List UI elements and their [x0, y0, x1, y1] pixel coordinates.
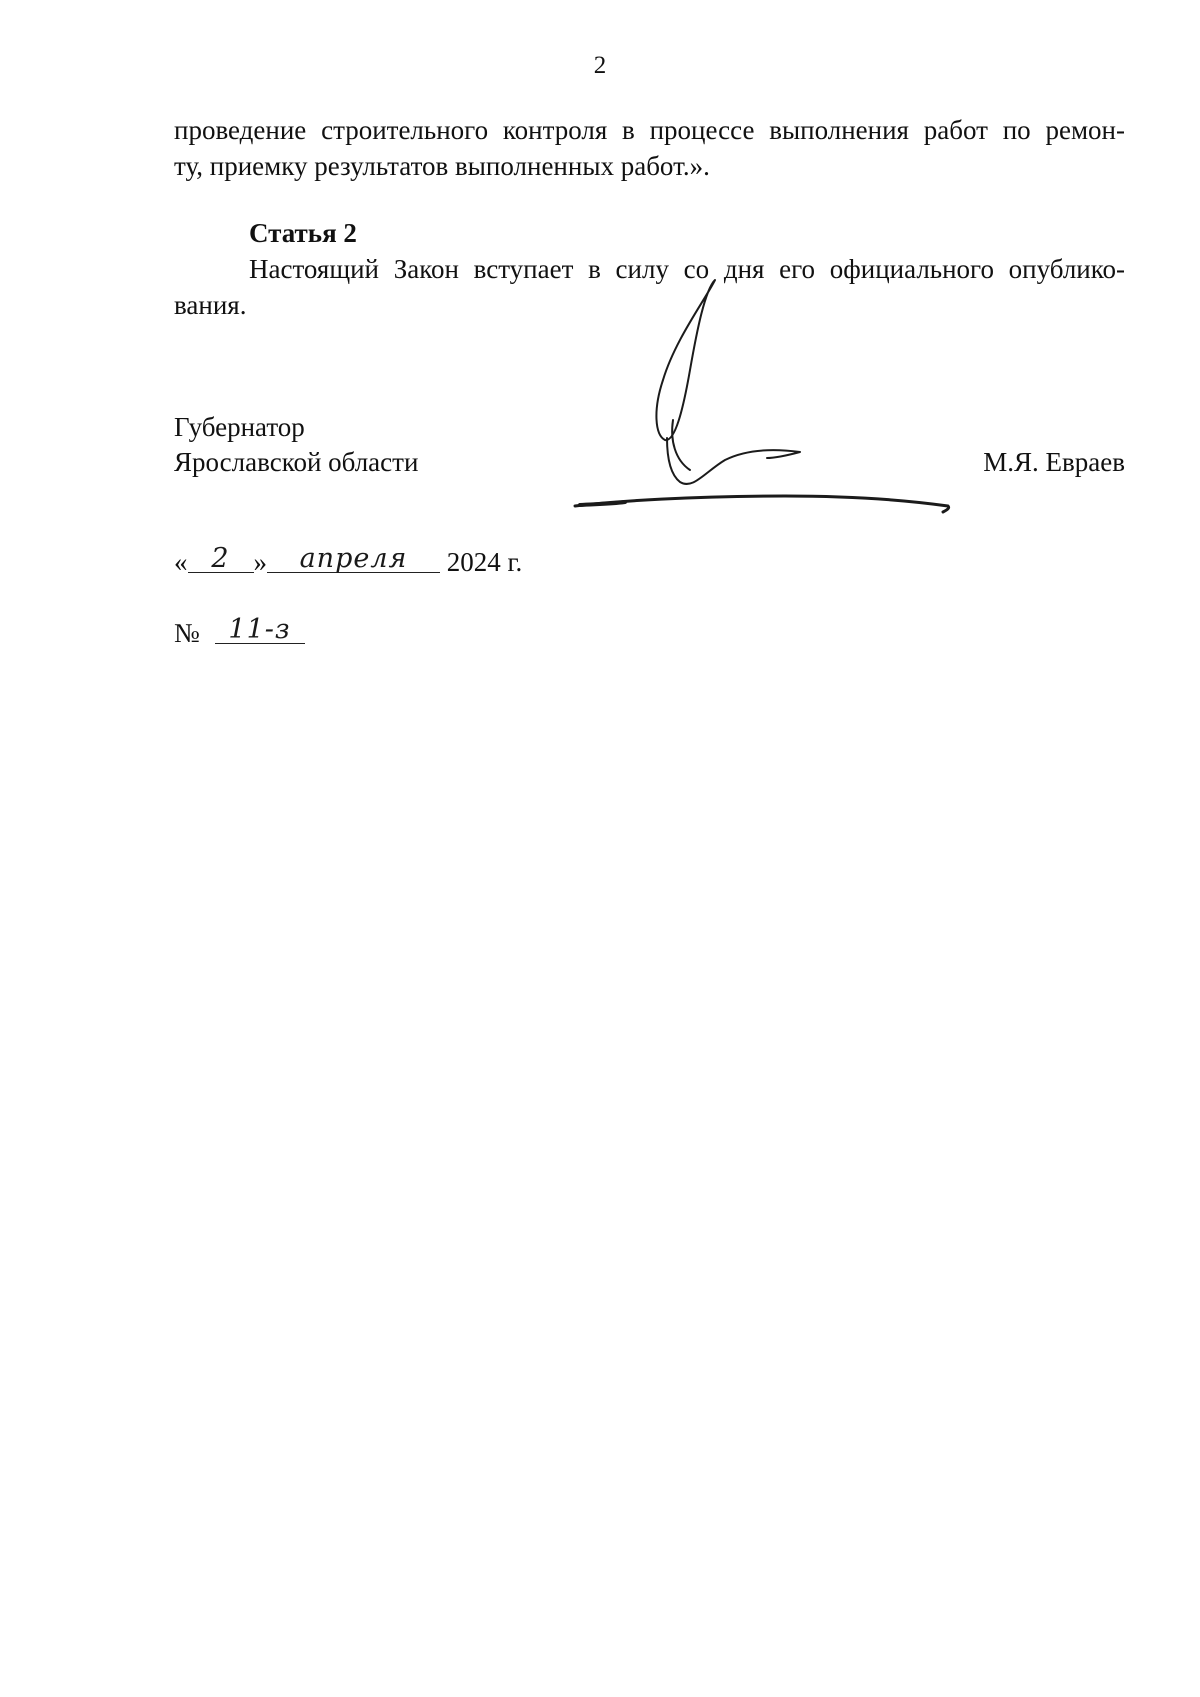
article-text-line-2: вания. [174, 290, 247, 320]
signatory-position [174, 410, 418, 480]
handwritten-signature [555, 260, 965, 520]
document-number: 11-з [228, 614, 291, 645]
date-day-blank [188, 542, 254, 573]
date-month: апреля [299, 543, 408, 574]
signatory-position-line-1: Губернатор [174, 412, 305, 442]
number-blank [215, 613, 305, 644]
date-month-blank [267, 542, 440, 573]
article-title: Статья 2 [249, 218, 357, 248]
date-close-quote: » [253, 547, 267, 577]
page-number: 2 [593, 52, 607, 79]
document-number-line [174, 613, 474, 653]
date-day: 2 [211, 543, 230, 574]
continuation-line-1: проведение строительного контроля в процессе выполнения работ по ремон- [174, 115, 1125, 145]
date-open-quote: « [174, 547, 188, 577]
number-sign: № [174, 618, 200, 648]
signatory-name: М.Я. Евраев [983, 447, 1125, 477]
article-text-line-1: Настоящий Закон вступает в силу со дня его официального опублико- [249, 254, 1125, 284]
signatory-position-line-2: Ярославской области [174, 447, 419, 477]
date-line [174, 542, 734, 582]
continuation-line-2: ту, приемку результатов выполненных работ.». [174, 151, 710, 181]
date-year: 2024 г. [446, 547, 523, 577]
